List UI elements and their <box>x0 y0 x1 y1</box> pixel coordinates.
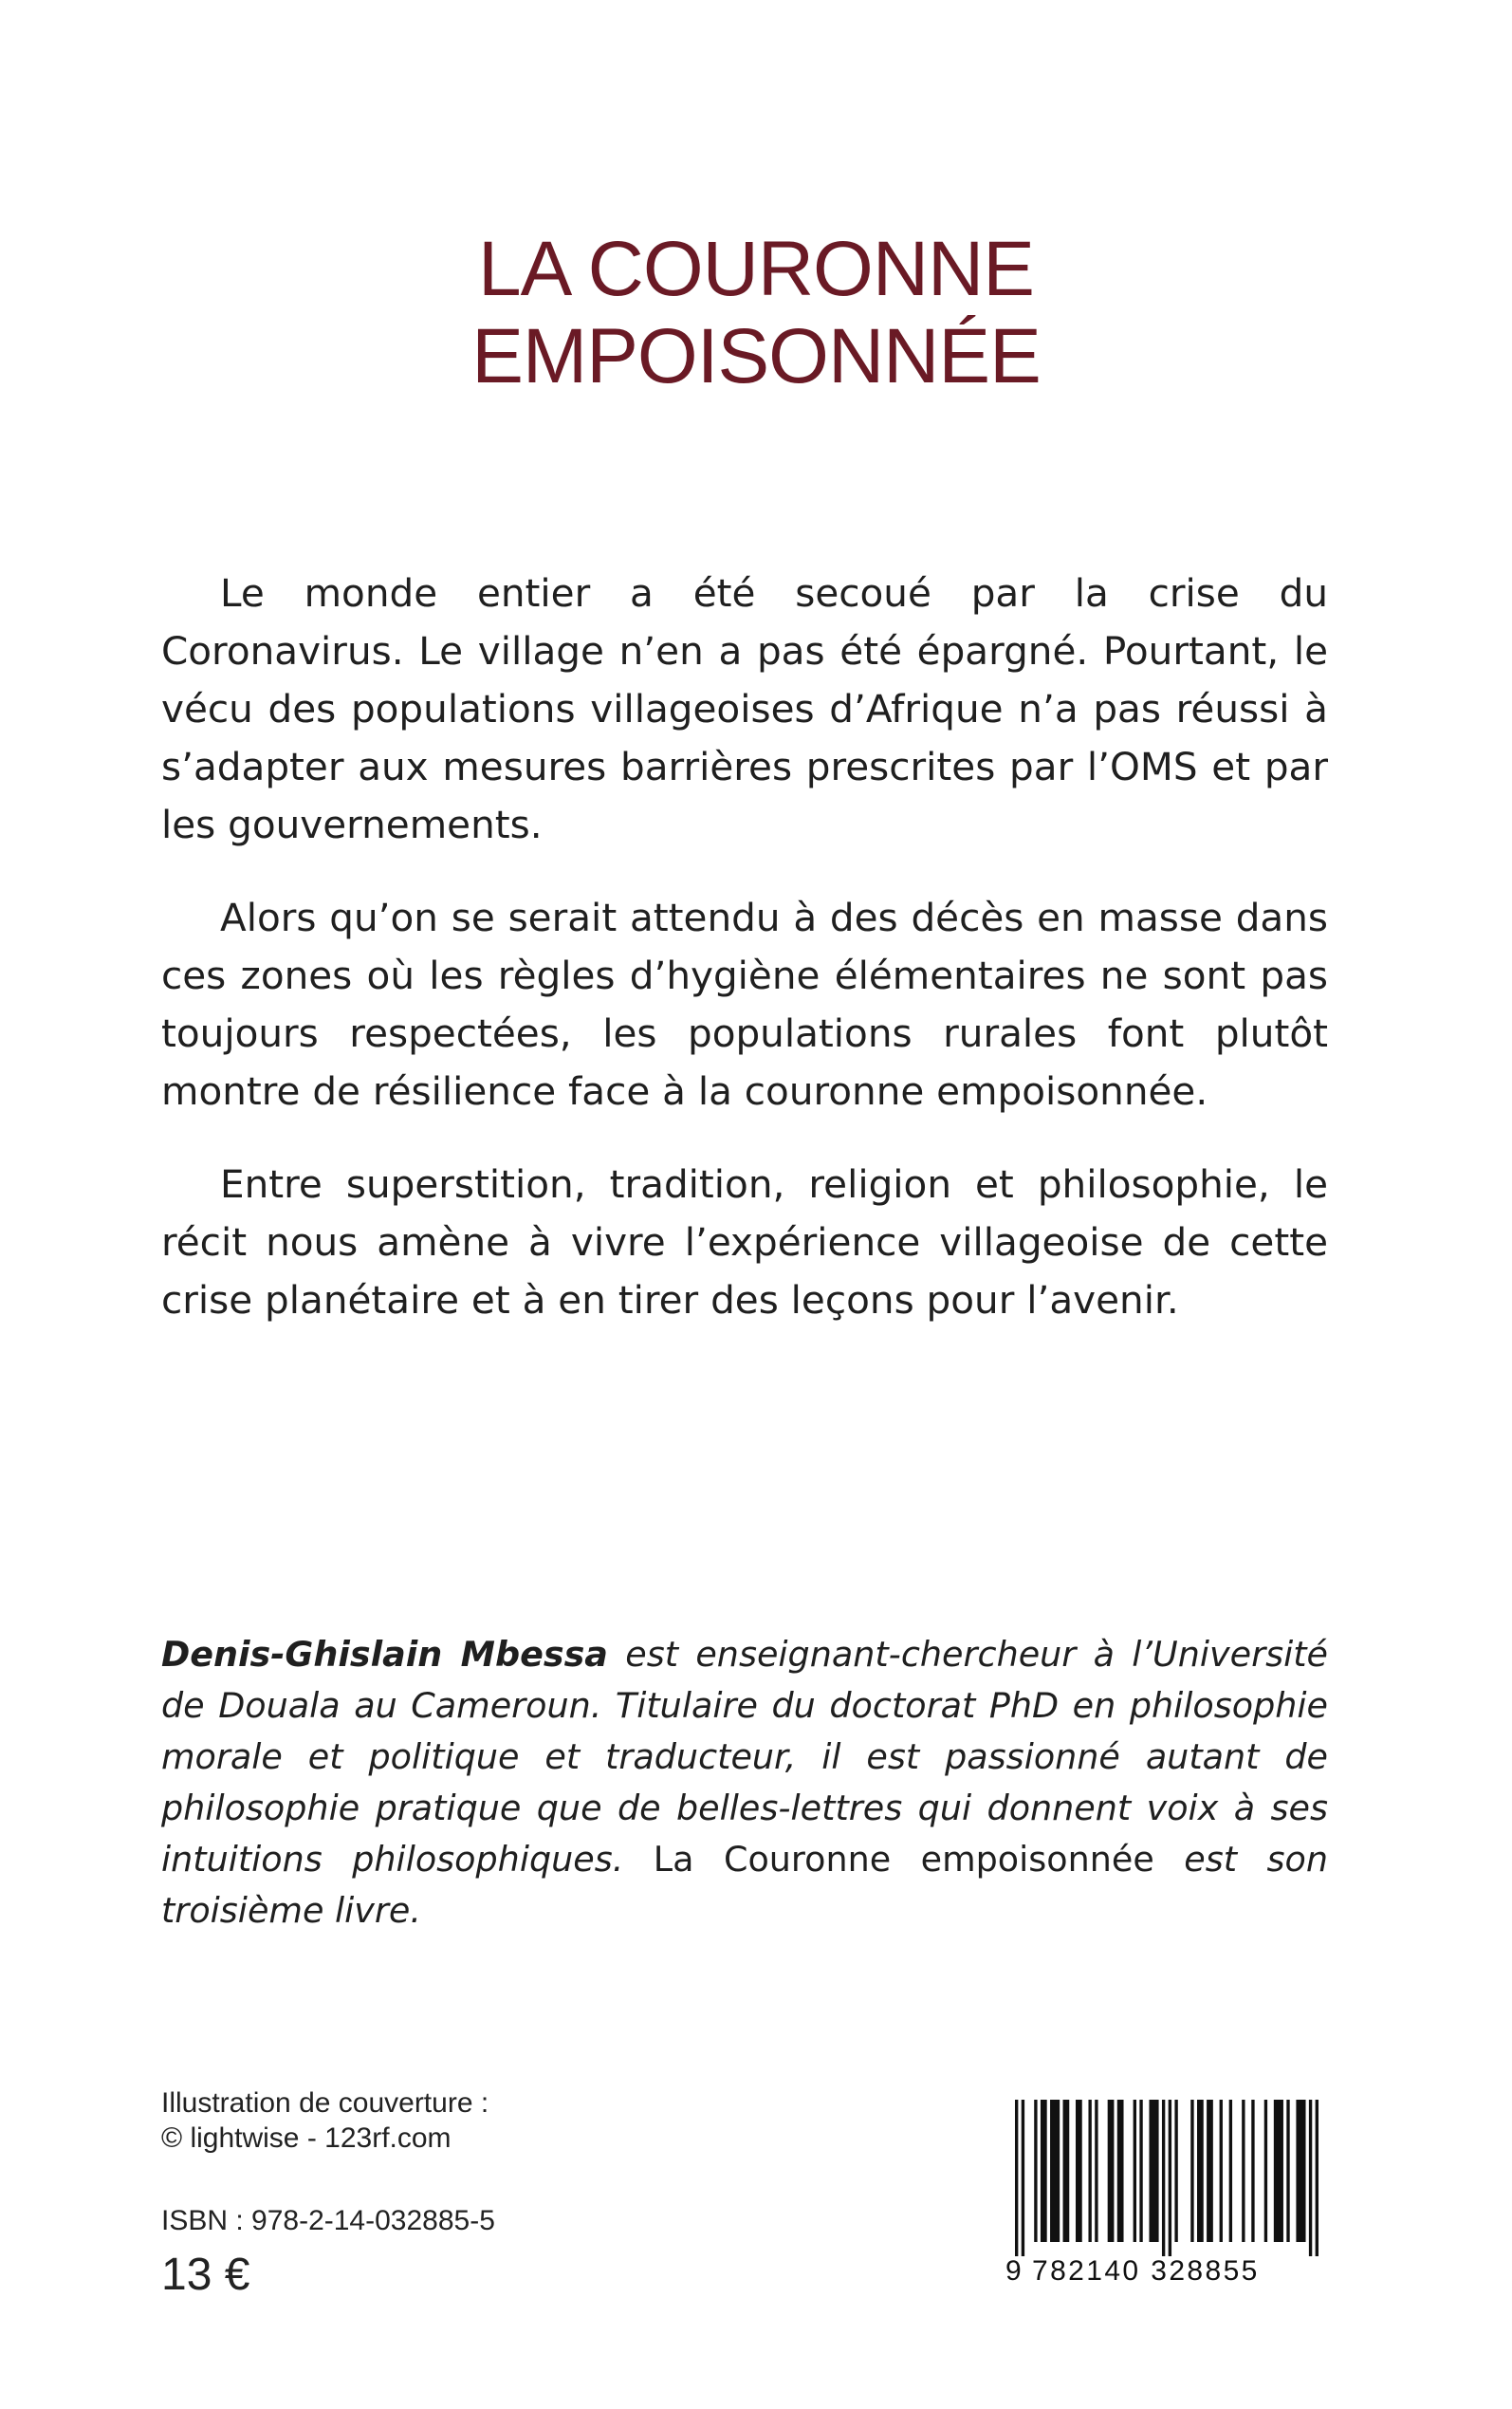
barcode-bar <box>1139 2100 1142 2242</box>
barcode-bar <box>1174 2100 1177 2242</box>
barcode-bar <box>1041 2100 1047 2242</box>
barcode-bar <box>1022 2100 1024 2256</box>
barcode-bar <box>1316 2100 1318 2256</box>
barcode <box>1005 2100 1328 2289</box>
barcode-bar <box>1190 2100 1193 2242</box>
blurb-paragraph-2: Alors qu’on se serait attendu à des décès en masse dans ces zones où les règles d’hygiène élémentaires ne sont pas toujours respectées, les populations rurales font plutôt montre de résilience face à la couronne empoisonnée. <box>161 895 1328 1114</box>
barcode-bar <box>1034 2100 1037 2242</box>
barcode-number: 782140 328855 <box>1032 2255 1260 2287</box>
book-title-line2: EMPOISONNÉE <box>471 313 1041 399</box>
blurb-paragraph-3: Entre superstition, tradition, religion et philosophie, le récit nous amène à vivre l’expérience villageoise de cette crise planétaire et à en tirer des leçons pour l’avenir. <box>161 1161 1328 1323</box>
barcode-bar <box>1309 2100 1312 2256</box>
barcode-bar <box>1117 2100 1124 2242</box>
blurb-paragraph-1: Le monde entier a été secoué par la crise du Coronavirus. Le village n’en a pas été épargné. Pourtant, le vécu des populations villageoises d’Afrique n’a pas réussi à s’adapter aux mesures barrières prescrites par l’OMS et par les gouvernements. <box>161 570 1328 847</box>
barcode-bar <box>1197 2100 1204 2242</box>
barcode-bar <box>1050 2100 1060 2242</box>
barcode-bar <box>1015 2100 1018 2256</box>
barcode-bar <box>1264 2100 1267 2242</box>
price: 13 € <box>161 2250 250 2300</box>
barcode-bar <box>1063 2100 1070 2242</box>
barcode-bar <box>1286 2100 1289 2242</box>
bio-text-1: est enseignant-chercheur à l’Université de Douala au Cameroun. Titulaire du doctorat PhD en philosophie morale et politique et traducteur, il est passionné autant de philosophie pratique que de belles-lettres qui donnent voix à ses intuitions philosophiques. <box>161 1634 1329 1880</box>
author-bio <box>161 1629 1328 1936</box>
barcode-bar <box>1162 2100 1165 2256</box>
barcode-bar <box>1242 2100 1245 2242</box>
barcode-bar <box>1149 2100 1158 2242</box>
book-title-line1: LA COURONNE <box>478 226 1034 312</box>
barcode-bars <box>1015 2100 1318 2256</box>
barcode-bar <box>1296 2100 1305 2242</box>
bio-book-title: La Couronne empoisonnée <box>653 1839 1154 1880</box>
cover-credits <box>161 2085 489 2156</box>
credits-line1: Illustration de couverture : <box>161 2087 489 2119</box>
barcode-bar <box>1207 2100 1213 2242</box>
barcode-bar <box>1108 2100 1115 2242</box>
blurb <box>161 565 1328 1364</box>
author-name: Denis-Ghislain Mbessa <box>161 1634 608 1675</box>
barcode-bar <box>1220 2100 1223 2242</box>
barcode-first-digit: 9 <box>1005 2255 1024 2287</box>
barcode-bar <box>1134 2100 1136 2242</box>
barcode-bar <box>1251 2100 1254 2242</box>
isbn: ISBN : 978-2-14-032885-5 <box>161 2205 495 2236</box>
barcode-bar <box>1229 2100 1232 2242</box>
barcode-bar <box>1169 2100 1171 2256</box>
barcode-bar <box>1274 2100 1283 2242</box>
barcode-bar <box>1076 2100 1082 2242</box>
barcode-bar <box>1088 2100 1091 2242</box>
credits-line2: © lightwise - 123rf.com <box>161 2122 452 2154</box>
book-title <box>0 226 1512 400</box>
bio-text-2: est son troisième livre. <box>161 1839 1328 1931</box>
barcode-bar <box>1095 2100 1097 2242</box>
